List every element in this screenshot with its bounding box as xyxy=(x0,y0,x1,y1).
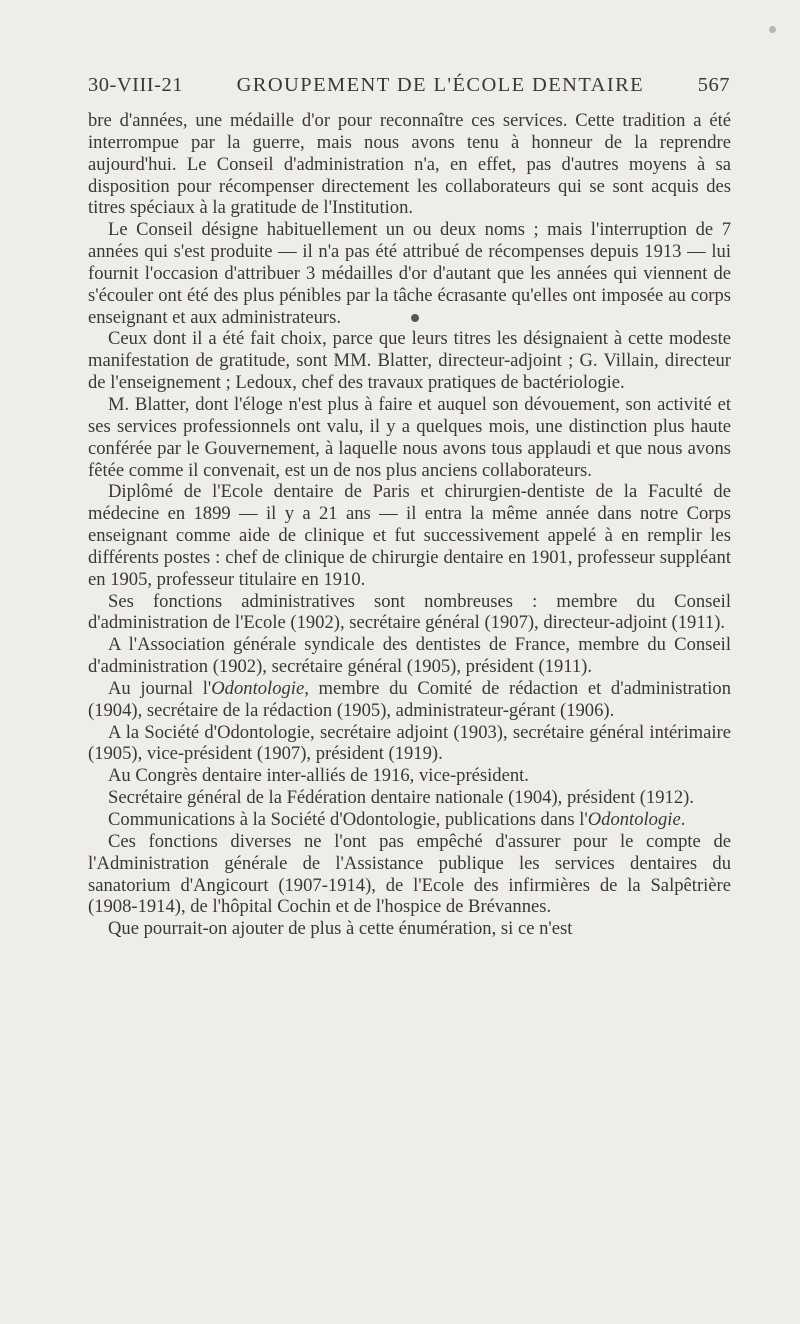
body-text xyxy=(88,110,731,940)
page-smudge xyxy=(769,26,776,33)
header-date: 30-VIII-21 xyxy=(88,74,183,96)
paragraph-3: Ceux dont il a été fait choix, parce que leurs titres les désignaient à cette modeste manifestation de gratitude, sont MM. Blatter, directeur-adjoint ; G. Villain, directeur de l'enseignement ; Ledoux, chef des travaux pratiques de bactériologie. xyxy=(88,328,731,394)
paragraph-7: A l'Association générale syndicale des dentistes de France, membre du Conseil d'administration (1902), secrétaire général (1905), président (1911). xyxy=(88,634,731,678)
paragraph-8 xyxy=(88,678,731,722)
paragraph-9: A la Société d'Odontologie, secrétaire adjoint (1903), secrétaire général intérimaire (1905), vice-président (1907), président (1919). xyxy=(88,721,731,765)
paragraph-8-after: , membre du Comité de rédaction et d'administration (1904), secrétaire de la rédaction (1905), administrateur-gérant (1906). xyxy=(88,677,731,721)
paragraph-12 xyxy=(88,809,731,831)
paragraph-8-journal: Odontologie xyxy=(211,677,305,699)
paragraph-1: bre d'années, une médaille d'or pour reconnaître ces services. Cette tradition a été interrompue par la guerre, mais nous avons tenu à honneur de la reprendre aujourd'hui. Le Conseil d'administration n'a, en effet, pas d'autres moyens à sa disposition pour récompenser directement les collaborateurs qui se sont acquis des titres spéciaux à la gratitude de l'Institution. xyxy=(88,110,731,219)
paragraph-13: Ces fonctions diverses ne l'ont pas empêché d'assurer pour le compte de l'Administration générale de l'Assistance publique les services dentaires du sanatorium d'Angicourt (1907-1914), de l'Ecole des infirmières de la Salpêtrière (1908-1914), de l'hôpital Cochin et de l'hospice de Brévannes. xyxy=(88,830,731,918)
paragraph-10: Au Congrès dentaire inter-alliés de 1916, vice-président. xyxy=(108,765,529,787)
running-header xyxy=(88,74,730,97)
paragraph-12-after: . xyxy=(680,809,686,830)
paragraph-12-before: Communications à la Société d'Odontologie, publications dans l' xyxy=(108,809,588,830)
paragraph-4: M. Blatter, dont l'éloge n'est plus à faire et auquel son dévouement, son activité et ses services professionnels ont valu, il y a quelques mois, une distinction plus haute conférée par le Gouvernement, à laquelle nous avons tous applaudi et que nous avons fêtée comme il convenait, est un de nos plus anciens collaborateurs. xyxy=(88,393,731,481)
paragraph-2-text: Le Conseil désigne habituellement un ou deux noms ; mais l'interruption de 7 années qui s'est produite — il n'a pas été attribué de récompenses depuis 1913 — lui fournit l'occasion d'attribuer 3 médailles d'or d'autant que les années qui viennent de s'écouler ont été des plus pénibles par la tâche écrasante qu'elles ont imposée au corps enseignant et aux administrateurs. xyxy=(88,219,731,328)
paragraph-11: Secrétaire général de la Fédération dentaire nationale (1904), président (1912). xyxy=(108,787,694,809)
paragraph-14: Que pourrait-on ajouter de plus à cette énumération, si ce n'est xyxy=(108,918,573,940)
ink-blot xyxy=(411,314,419,322)
paragraph-5: Diplômé de l'Ecole dentaire de Paris et chirurgien-dentiste de la Faculté de médecine en 1899 — il y a 21 ans — il entra la même année dans notre Corps enseignant comme aide de clinique et fut successivement appelé à en remplir les différents postes : chef de clinique de chirurgie dentaire en 1901, professeur suppléant en 1905, professeur titulaire en 1910. xyxy=(88,481,731,590)
paragraph-2 xyxy=(88,219,731,328)
header-title: GROUPEMENT DE L'ÉCOLE DENTAIRE xyxy=(236,74,645,96)
paragraph-12-journal: Odontologie xyxy=(587,809,681,830)
paragraph-8-before: Au journal l' xyxy=(108,677,212,699)
paragraph-6: Ses fonctions administratives sont nombreuses : membre du Conseil d'administration de l'Ecole (1902), secrétaire général (1907), directeur-adjoint (1911). xyxy=(88,590,731,634)
page-number: 567 xyxy=(697,74,730,96)
